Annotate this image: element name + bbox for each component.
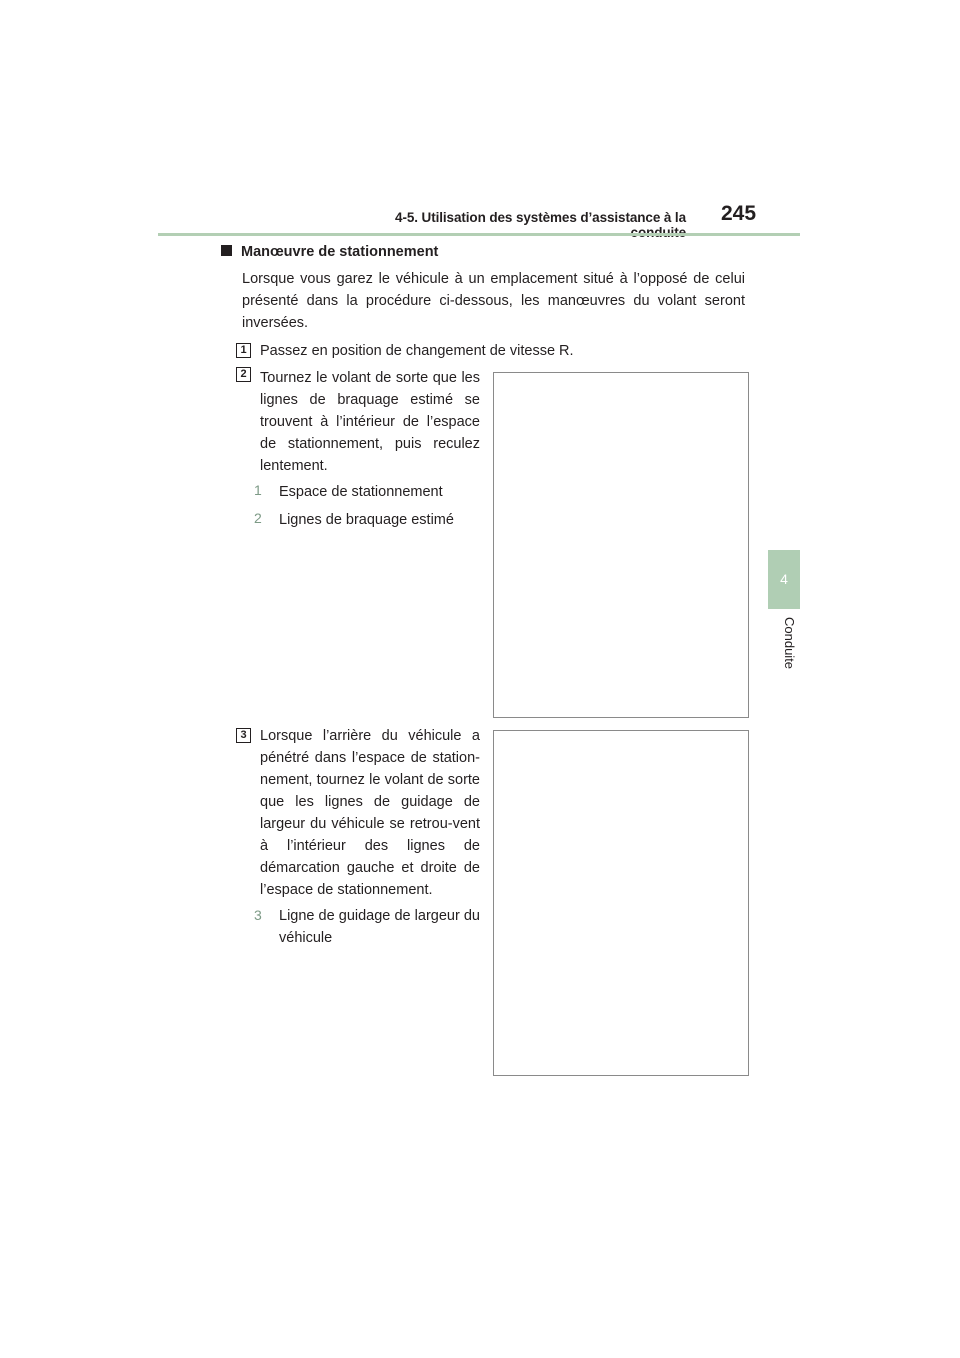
step-2-legend-1-text: Espace de stationnement [279, 484, 443, 500]
step-2-legend-2-number: 2 [254, 510, 262, 526]
step-2-legend-1-number: 1 [254, 482, 262, 498]
step-2-text: Tournez le volant de sorte que les lignes de braquage estimé se trouvent à l’intérieur de l’espace de stationnement, puis reculez lentement. [260, 370, 480, 474]
section-heading-text: Manœuvre de stationnement [241, 244, 439, 260]
step-1-badge: 1 [236, 343, 251, 358]
step-2-figure [493, 372, 749, 718]
step-3-legend-1-text: Ligne de guidage de largeur du véhicule [279, 908, 480, 946]
header-rule [158, 233, 800, 236]
section-heading [221, 244, 438, 260]
square-bullet-icon [221, 245, 232, 256]
header-title: 4-5. Utilisation des systèmes d’assistance à la [395, 210, 686, 225]
chapter-tab: 4 [768, 550, 800, 609]
section-intro: Lorsque vous garez le véhicule à un emplacement situé à l’opposé de celui présenté dans la procédure ci-dessous, les manœuvres du volant seront inversées. [242, 271, 745, 331]
page-number: 245 [721, 202, 757, 225]
step-2-badge: 2 [236, 367, 251, 382]
step-3-figure [493, 730, 749, 1076]
chapter-label: Conduite [782, 617, 797, 670]
step-1-text: Passez en position de changement de vitesse R. [260, 343, 574, 359]
step-3-legend-1-number: 3 [254, 907, 262, 923]
step-3-text: Lorsque l’arrière du véhicule a pénétré dans l’espace de station-nement, tournez le volant de sorte que les lignes de guidage de largeur du véhicule se retrou-vent à l’intérieur des lignes de démarcation gauche et droite de l’espace de stationnement. [260, 728, 480, 898]
step-3-badge: 3 [236, 728, 251, 743]
step-2-legend-2-text: Lignes de braquage estimé [279, 512, 454, 528]
